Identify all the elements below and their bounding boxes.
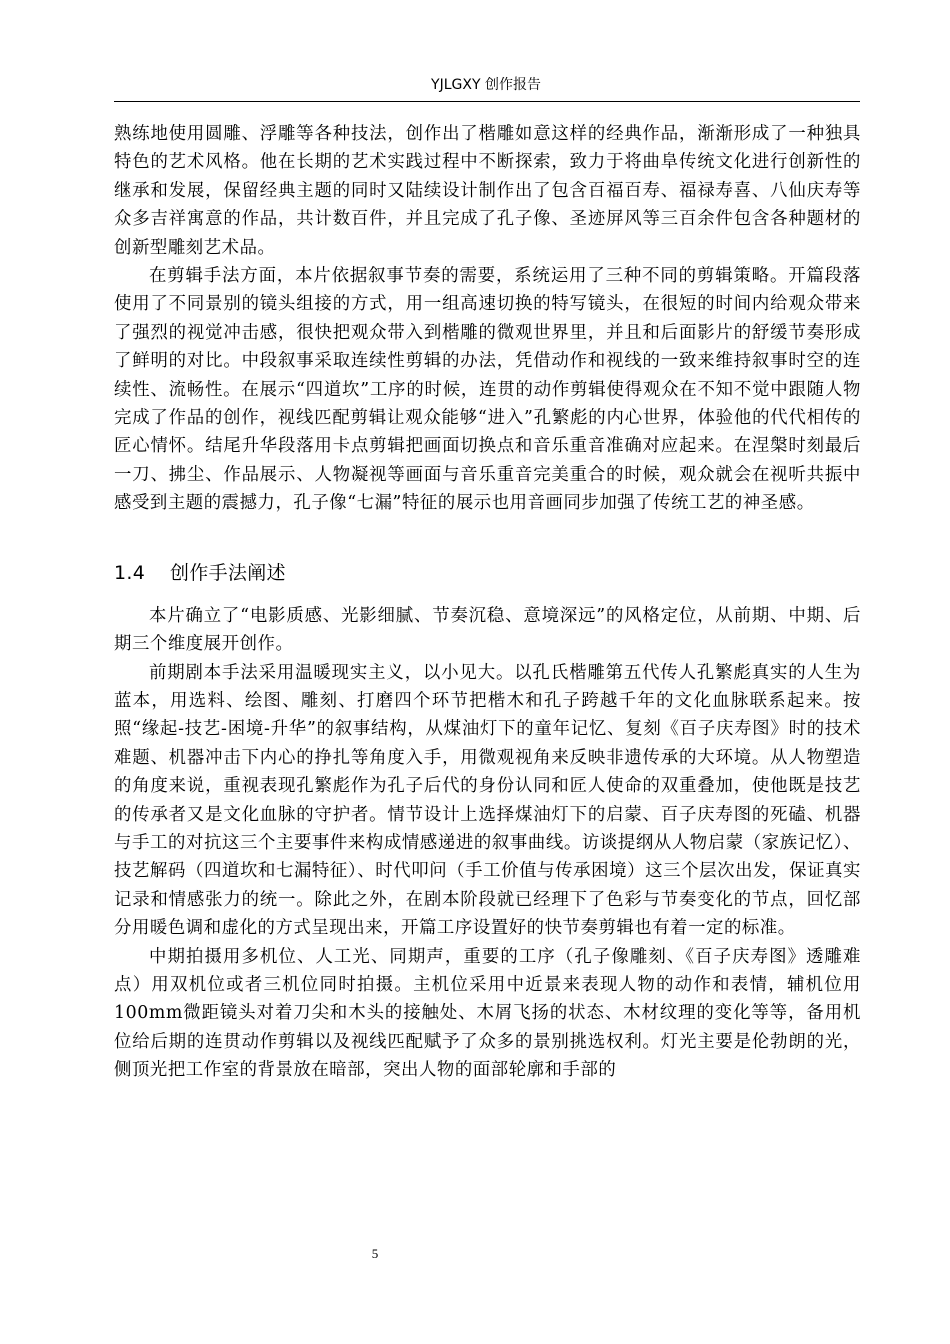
- body-paragraph: 中期拍摄用多机位、人工光、同期声，重要的工序（孔子像雕刻、《百子庆寿图》透雕难点）用双机位或者三机位同时拍摄。主机位采用中近景来表现人物的动作和表情，辅机位用100mm微距镜头对着刀尖和木头的接触处、木屑飞扬的状态、木材纹理的变化等等，备用机位给后期的连贯动作剪辑以及视线匹配赋予了众多的景别挑选权利。灯光主要是伦勃朗的光，侧顶光把工作室的背景放在暗部，突出人物的面部轮廓和手部的: [114, 946, 861, 1081]
- running-header: YJLGXY 创作报告: [431, 77, 541, 93]
- body-paragraph: 前期剧本手法采用温暖现实主义，以小见大。以孔氏楷雕第五代传人孔繁彪真实的人生为蓝本，用选料、绘图、雕刻、打磨四个环节把楷木和孔子跨越千年的文化血脉联系起来。按照“缘起-技艺-困境-升华”的叙事结构，从煤油灯下的童年记忆、复刻《百子庆寿图》时的技术难题、机器冲击下内心的挣扎等角度入手，用微观视角来反映非遗传承的大环境。从人物塑造的角度来说，重视表现孔繁彪作为孔子后代的身份认同和匠人使命的双重叠加，使他既是技艺的传承者又是文化血脉的守护者。情节设计上选择煤油灯下的启蒙、百子庆寿图的死磕、机器与手工的对抗这三个主要事件来构成情感递进的叙事曲线。访谈提纲从人物启蒙（家族记忆）、技艺解码（四道坎和七漏特征）、时代叩问（手工价值与传承困境）这三个层次出发，保证真实记录和情感张力的统一。除此之外，在剧本阶段就已经理下了色彩与节奏变化的节点，回忆部分用暖色调和虚化的方式呈现出来，开篇工序设置好的快节奏剪辑也有着一定的标准。: [114, 662, 861, 939]
- document-body: [114, 120, 861, 1085]
- section-title: 创作手法阐述: [170, 561, 286, 584]
- section-number: 1.4: [114, 561, 146, 584]
- section-heading: [114, 548, 861, 598]
- body-paragraph: 本片确立了“电影质感、光影细腻、节奏沉稳、意境深远”的风格定位，从前期、中期、后期三个维度展开创作。: [114, 605, 861, 655]
- body-paragraph: 在剪辑手法方面，本片依据叙事节奏的需要，系统运用了三种不同的剪辑策略。开篇段落使用了不同景别的镜头组接的方式，用一组高速切换的特写镜头，在很短的时间内给观众带来了强烈的视觉冲击感，很快把观众带入到楷雕的微观世界里，并且和后面影片的舒缓节奏形成了鲜明的对比。中段叙事采取连续性剪辑的办法，凭借动作和视线的一致来维持叙事时空的连续性、流畅性。在展示“四道坎”工序的时候，连贯的动作剪辑使得观众在不知不觉中跟随人物完成了作品的创作，视线匹配剪辑让观众能够“进入”孔繁彪的内心世界，体验他的代代相传的匠心情怀。结尾升华段落用卡点剪辑把画面切换点和音乐重音准确对应起来。在涅槃时刻最后一刀、拂尘、作品展示、人物凝视等画面与音乐重音完美重合的时候，观众就会在视听共振中感受到主题的震撼力，孔子像“七漏”特征的展示也用音画同步加强了传统工艺的神圣感。: [114, 266, 861, 514]
- header-divider: [114, 101, 860, 102]
- body-paragraph: 熟练地使用圆雕、浮雕等各种技法，创作出了楷雕如意这样的经典作品，渐渐形成了一种独具特色的艺术风格。他在长期的艺术实践过程中不断探索，致力于将曲阜传统文化进行创新性的继承和发展，保留经典主题的同时又陆续设计制作出了包含百福百寿、福禄寿喜、八仙庆寿等众多吉祥寓意的作品，共计数百件，并且完成了孔子像、圣迹屏风等三百余件包含各种题材的创新型雕刻艺术品。: [114, 124, 861, 258]
- page-number: 5: [371, 1246, 379, 1261]
